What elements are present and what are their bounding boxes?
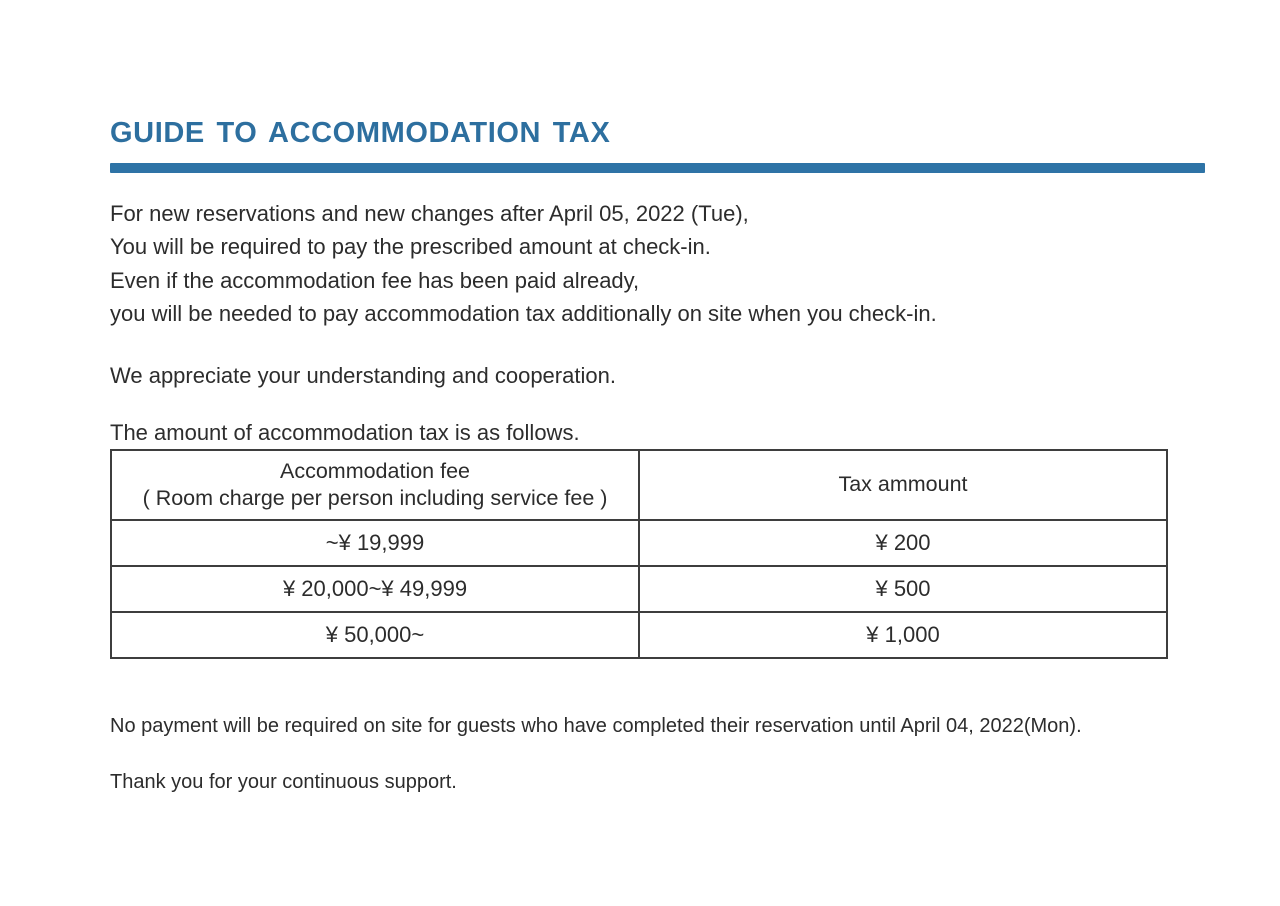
intro-line: You will be required to pay the prescribed amount at check-in. bbox=[110, 234, 711, 260]
intro-line: For new reservations and new changes after April 05, 2022 (Tue), bbox=[110, 200, 749, 226]
title-underline-rule bbox=[110, 163, 1205, 173]
intro-paragraph bbox=[110, 197, 1205, 331]
page-title: GUIDE TO ACCOMMODATION TAX bbox=[110, 117, 611, 149]
tax-amount-cell: ¥ 500 bbox=[639, 566, 1167, 612]
tax-amount-cell: ¥ 200 bbox=[639, 520, 1167, 566]
table-header-row bbox=[111, 450, 1167, 520]
table-intro-text: The amount of accommodation tax is as follows. bbox=[110, 419, 580, 445]
tax-column-header: Tax ammount bbox=[639, 450, 1167, 520]
fee-range-cell: ~¥ 19,999 bbox=[111, 520, 639, 566]
no-payment-note: No payment will be required on site for guests who have completed their reservation until April 04, 2022(Mon). bbox=[110, 714, 1082, 737]
fee-range-cell: ¥ 50,000~ bbox=[111, 612, 639, 658]
accommodation-tax-table bbox=[110, 449, 1168, 659]
intro-line: Even if the accommodation fee has been paid already, bbox=[110, 267, 640, 293]
appreciation-text: We appreciate your understanding and cooperation. bbox=[110, 362, 616, 388]
table-row bbox=[111, 612, 1167, 658]
tax-amount-cell: ¥ 1,000 bbox=[639, 612, 1167, 658]
fee-range-cell: ¥ 20,000~¥ 49,999 bbox=[111, 566, 639, 612]
intro-line: you will be needed to pay accommodation tax additionally on site when you check-in. bbox=[110, 301, 937, 327]
table-row bbox=[111, 566, 1167, 612]
thanks-text: Thank you for your continuous support. bbox=[110, 770, 457, 793]
fee-header-line2: ( Room charge per person including service fee ) bbox=[142, 485, 608, 510]
fee-column-header bbox=[111, 450, 639, 520]
table-row bbox=[111, 520, 1167, 566]
fee-header-line1: Accommodation fee bbox=[279, 458, 470, 483]
